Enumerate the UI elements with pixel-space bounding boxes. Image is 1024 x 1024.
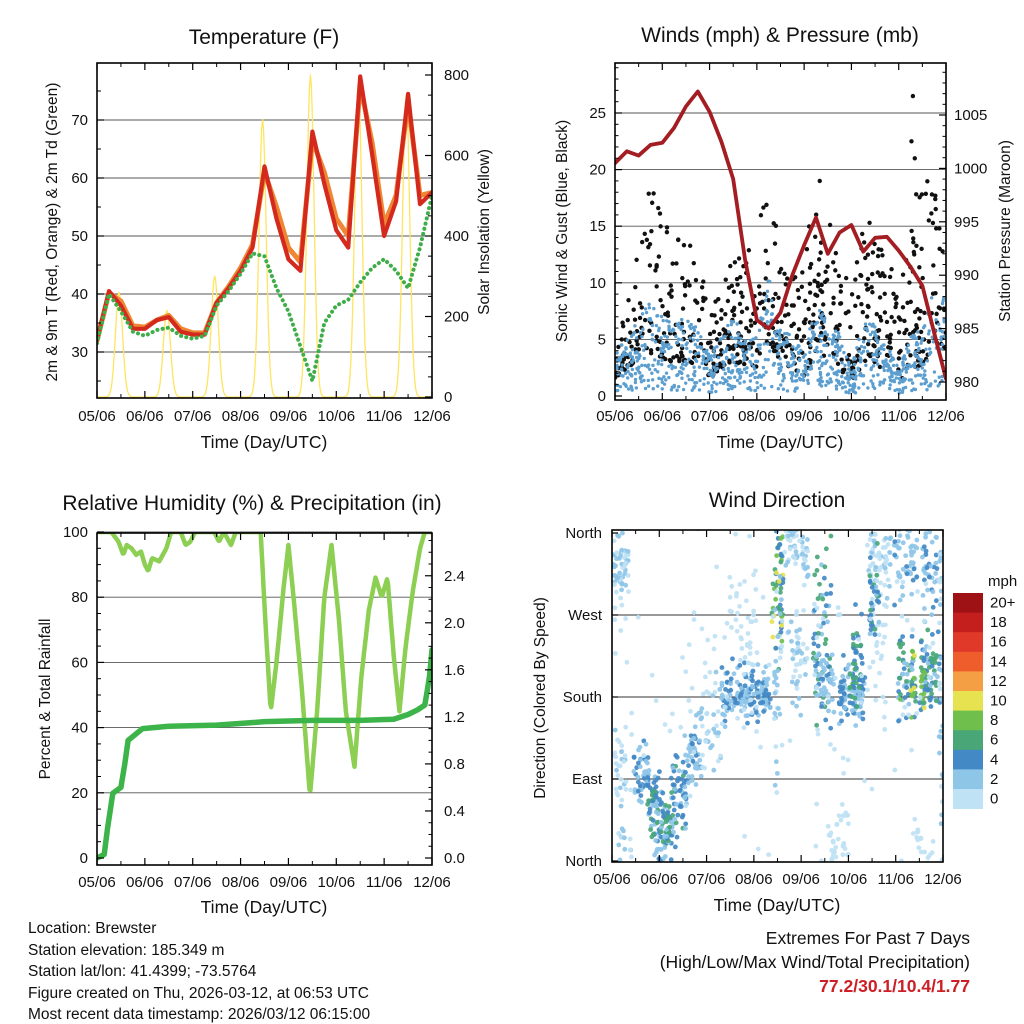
svg-text:0: 0 bbox=[79, 850, 88, 867]
data-timestamp: Most recent data timestamp: 2026/03/12 06:15:00 bbox=[28, 1006, 371, 1023]
svg-text:60: 60 bbox=[71, 654, 88, 672]
station-info-block bbox=[28, 918, 370, 1024]
extremes-heading: Extremes For Past 7 Days bbox=[765, 928, 970, 948]
svg-text:South: South bbox=[562, 689, 602, 707]
svg-text:12/06: 12/06 bbox=[413, 874, 451, 891]
svg-text:1.6: 1.6 bbox=[444, 661, 465, 679]
svg-text:07/06: 07/06 bbox=[690, 408, 729, 425]
svg-text:1.2: 1.2 bbox=[444, 708, 465, 726]
svg-text:09/06: 09/06 bbox=[782, 871, 820, 888]
svg-text:50: 50 bbox=[71, 228, 88, 245]
chart-humidity-precip bbox=[63, 524, 465, 891]
colorbar-title: mph bbox=[988, 573, 1018, 590]
svg-text:06/06: 06/06 bbox=[640, 871, 679, 888]
svg-text:11/06: 11/06 bbox=[877, 871, 914, 888]
svg-text:4: 4 bbox=[990, 751, 999, 769]
svg-text:12/06: 12/06 bbox=[413, 408, 451, 425]
humidity-series bbox=[97, 532, 432, 790]
wind-direction-title: Wind Direction bbox=[708, 489, 846, 512]
station-latlon: Station lat/lon: 41.4399; -73.5764 bbox=[28, 963, 257, 980]
svg-text:0.4: 0.4 bbox=[444, 802, 465, 820]
temp-2m-series bbox=[97, 77, 432, 341]
svg-text:2.4: 2.4 bbox=[444, 567, 465, 585]
humidity-title: Relative Humidity (%) & Precipitation (in) bbox=[62, 492, 442, 515]
svg-text:25: 25 bbox=[589, 105, 606, 122]
svg-text:10/06: 10/06 bbox=[317, 408, 356, 425]
svg-text:North: North bbox=[565, 853, 602, 870]
svg-text:40: 40 bbox=[71, 286, 88, 303]
svg-text:10: 10 bbox=[589, 274, 606, 292]
svg-text:6: 6 bbox=[990, 731, 999, 749]
svg-text:0.8: 0.8 bbox=[444, 755, 465, 773]
svg-text:70: 70 bbox=[71, 112, 88, 129]
extremes-subheading: (High/Low/Max Wind/Total Precipitation) bbox=[659, 952, 970, 972]
svg-text:North: North bbox=[565, 525, 602, 543]
winds-title: Winds (mph) & Pressure (mb) bbox=[641, 24, 919, 47]
pressure-ylabel-right: Station Pressure (Maroon) bbox=[997, 140, 1014, 322]
svg-text:1005: 1005 bbox=[954, 107, 988, 124]
temperature-xlabel: Time (Day/UTC) bbox=[200, 432, 328, 452]
svg-text:10: 10 bbox=[990, 692, 1007, 710]
svg-text:05/06: 05/06 bbox=[78, 408, 116, 425]
svg-text:5: 5 bbox=[597, 331, 606, 349]
svg-text:18: 18 bbox=[990, 614, 1007, 632]
station-location: Location: Brewster bbox=[28, 920, 157, 937]
chart-temperature bbox=[71, 63, 469, 425]
station-elevation: Station elevation: 185.349 m bbox=[28, 941, 225, 959]
svg-text:20: 20 bbox=[589, 161, 606, 179]
svg-text:06/06: 06/06 bbox=[126, 408, 164, 425]
wind-direction-ylabel: Direction (Colored By Speed) bbox=[532, 597, 549, 799]
svg-text:2: 2 bbox=[990, 770, 999, 788]
svg-text:08/06: 08/06 bbox=[735, 871, 773, 888]
extremes-block bbox=[660, 926, 970, 998]
svg-text:60: 60 bbox=[71, 170, 88, 187]
svg-text:12: 12 bbox=[990, 672, 1007, 690]
chart-wind-direction bbox=[563, 525, 962, 888]
wind-speed-colorbar bbox=[953, 593, 1016, 809]
svg-text:07/06: 07/06 bbox=[173, 874, 212, 891]
svg-text:05/06: 05/06 bbox=[593, 871, 631, 888]
svg-text:05/06: 05/06 bbox=[78, 874, 116, 891]
svg-text:800: 800 bbox=[444, 67, 470, 84]
svg-text:20: 20 bbox=[71, 784, 88, 802]
rainfall-series bbox=[97, 650, 432, 858]
svg-text:10/06: 10/06 bbox=[832, 408, 871, 425]
svg-text:30: 30 bbox=[71, 344, 88, 361]
extremes-values: 77.2/30.1/10.4/1.77 bbox=[819, 976, 970, 996]
figure-created: Figure created on Thu, 2026-03-12, at 06:53 UTC bbox=[28, 984, 369, 1002]
svg-text:400: 400 bbox=[444, 228, 470, 245]
svg-text:07/06: 07/06 bbox=[173, 408, 212, 425]
svg-text:2.0: 2.0 bbox=[444, 614, 465, 632]
svg-text:0: 0 bbox=[597, 388, 606, 405]
svg-text:200: 200 bbox=[444, 308, 470, 326]
chart-winds-pressure bbox=[589, 63, 987, 425]
svg-text:40: 40 bbox=[71, 719, 88, 737]
svg-text:990: 990 bbox=[954, 267, 980, 285]
wind-series bbox=[613, 92, 948, 395]
svg-text:08/06: 08/06 bbox=[221, 408, 260, 425]
wind-direction-xlabel: Time (Day/UTC) bbox=[713, 895, 841, 915]
rh-series bbox=[97, 532, 432, 858]
svg-text:09/06: 09/06 bbox=[785, 408, 823, 425]
svg-text:11/06: 11/06 bbox=[365, 408, 403, 425]
svg-text:80: 80 bbox=[71, 589, 88, 607]
humidity-xlabel: Time (Day/UTC) bbox=[200, 897, 328, 917]
svg-text:20+: 20+ bbox=[990, 594, 1016, 612]
solar-ylabel-right: Solar Insolation (Yellow) bbox=[476, 149, 493, 315]
svg-text:07/06: 07/06 bbox=[687, 871, 726, 888]
svg-text:15: 15 bbox=[589, 218, 606, 236]
svg-text:08/06: 08/06 bbox=[738, 408, 776, 425]
svg-text:12/06: 12/06 bbox=[927, 408, 965, 425]
svg-text:09/06: 09/06 bbox=[269, 874, 308, 891]
svg-text:1000: 1000 bbox=[954, 160, 988, 178]
dir-gridlines bbox=[612, 615, 943, 779]
svg-text:12/06: 12/06 bbox=[924, 871, 962, 888]
svg-text:East: East bbox=[571, 771, 602, 789]
svg-text:980: 980 bbox=[954, 374, 980, 391]
svg-text:0.0: 0.0 bbox=[444, 850, 465, 867]
wind-ylabel-left: Sonic Wind & Gust (Blue, Black) bbox=[554, 119, 571, 343]
svg-text:06/06: 06/06 bbox=[126, 874, 164, 891]
svg-text:995: 995 bbox=[954, 213, 980, 231]
temperature-title: Temperature (F) bbox=[188, 26, 340, 49]
svg-text:0: 0 bbox=[990, 790, 999, 808]
svg-text:05/06: 05/06 bbox=[596, 408, 634, 425]
svg-text:06/06: 06/06 bbox=[643, 408, 682, 425]
svg-text:11/06: 11/06 bbox=[880, 408, 917, 425]
svg-text:10/06: 10/06 bbox=[829, 871, 868, 888]
svg-text:West: West bbox=[568, 607, 602, 625]
svg-text:600: 600 bbox=[444, 147, 470, 165]
svg-text:100: 100 bbox=[62, 524, 88, 541]
humidity-ylabel-left: Percent & Total Rainfall bbox=[37, 618, 54, 780]
temperature-ylabel-left: 2m & 9m T (Red, Orange) & 2m Td (Green) bbox=[44, 82, 61, 382]
svg-text:16: 16 bbox=[990, 633, 1007, 651]
svg-text:09/06: 09/06 bbox=[269, 408, 308, 425]
svg-text:0: 0 bbox=[444, 389, 453, 406]
svg-text:8: 8 bbox=[990, 712, 999, 730]
svg-text:10/06: 10/06 bbox=[317, 874, 356, 891]
svg-text:14: 14 bbox=[990, 653, 1007, 671]
svg-text:11/06: 11/06 bbox=[365, 874, 403, 891]
winds-xlabel: Time (Day/UTC) bbox=[716, 432, 844, 452]
svg-text:08/06: 08/06 bbox=[221, 874, 260, 891]
svg-text:985: 985 bbox=[954, 320, 980, 338]
